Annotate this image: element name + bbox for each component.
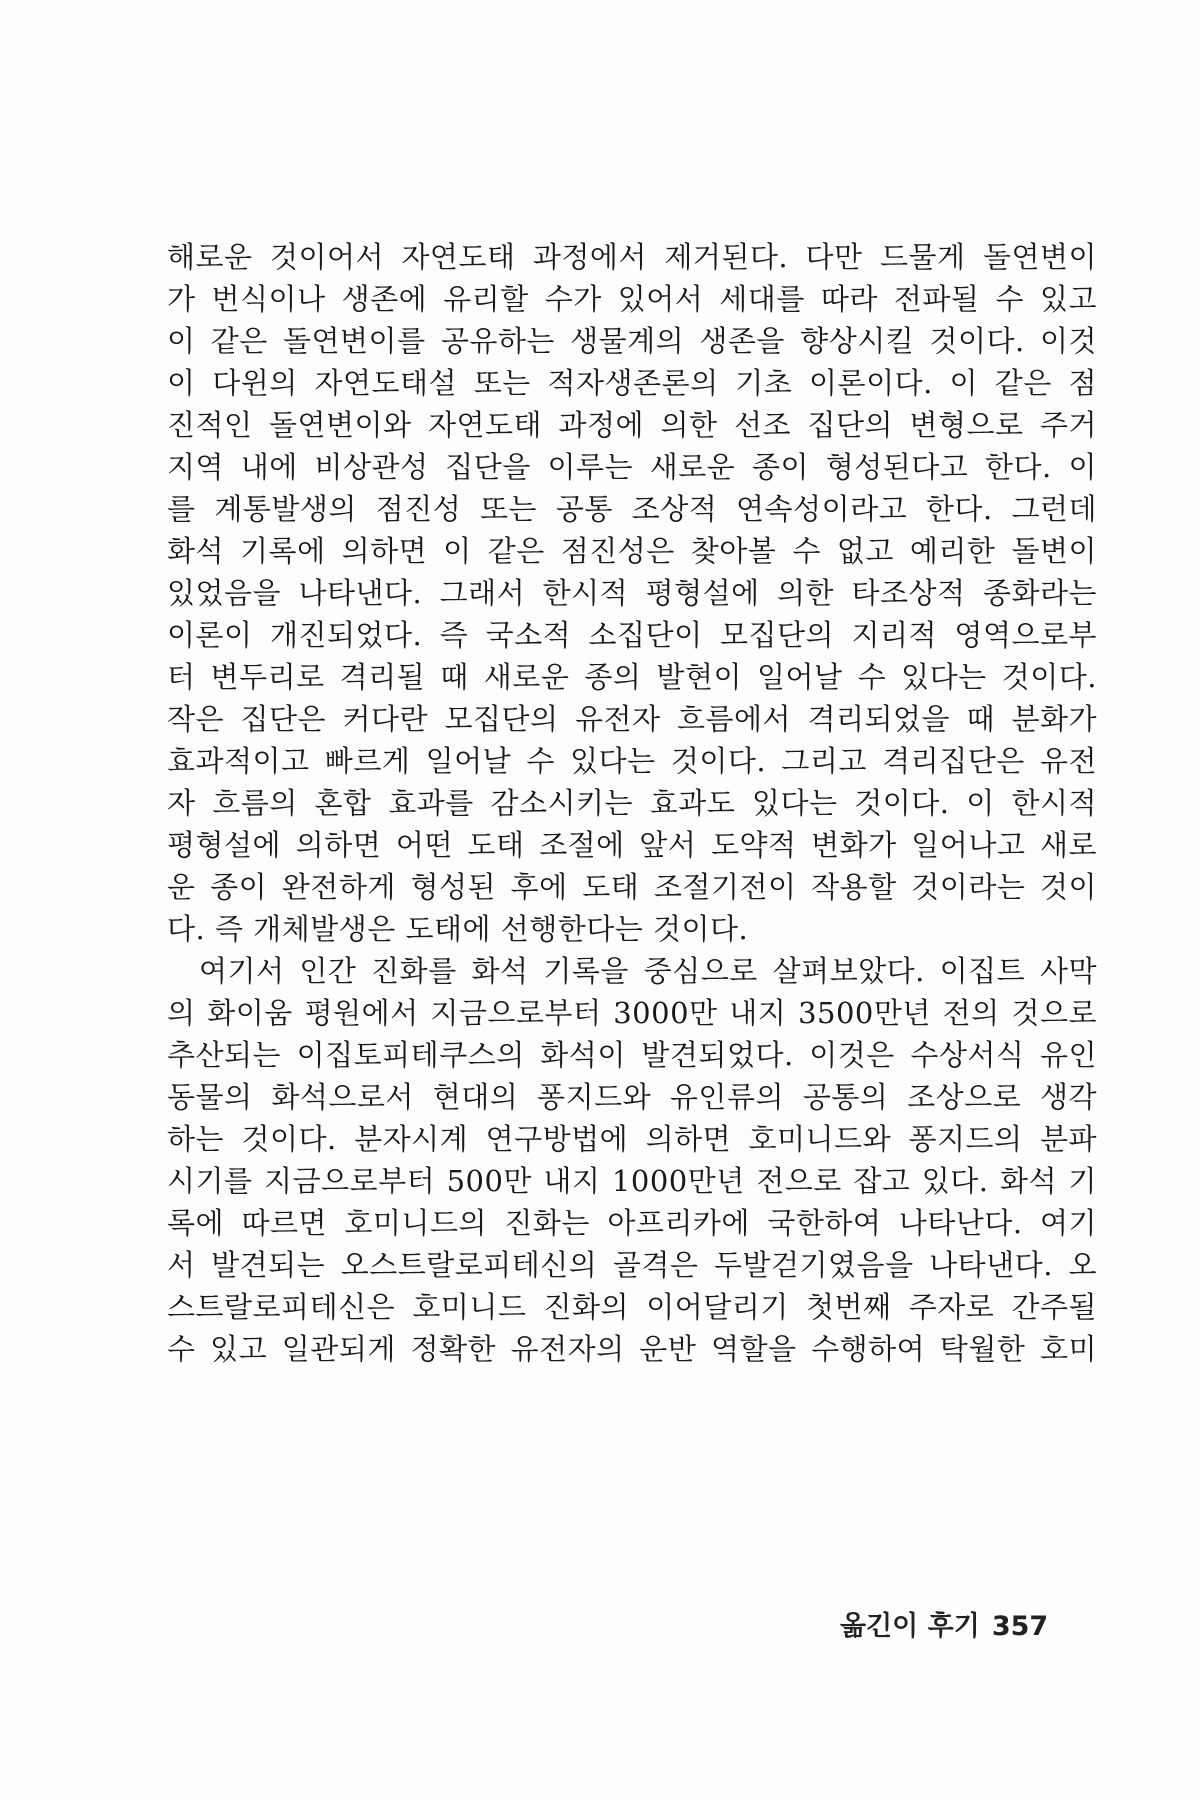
text-line: 시기를 지금으로부터 500만 내지 1000만년 전으로 잡고 있다. 화석 기: [167, 1164, 1097, 1198]
text-line: 자 흐름의 혼합 효과를 감소시키는 효과도 있다는 것이다. 이 한시적: [167, 786, 1097, 820]
text-line: 이론이 개진되었다. 즉 국소적 소집단이 모집단의 지리적 영역으로부: [167, 618, 1097, 652]
text-line: 터 변두리로 격리될 때 새로운 종의 발현이 일어날 수 있다는 것이다.: [167, 660, 1097, 694]
text-line: 평형설에 의하면 어떤 도태 조절에 앞서 도약적 변화가 일어나고 새로: [167, 828, 1097, 862]
text-line: 진적인 돌연변이와 자연도태 과정에 의한 선조 집단의 변형으로 주거: [167, 408, 1097, 442]
text-line: 이 같은 돌연변이를 공유하는 생물계의 생존을 향상시킬 것이다. 이것: [167, 324, 1097, 358]
text-line: 의 화이움 평원에서 지금으로부터 3000만 내지 3500만년 전의 것으로: [167, 996, 1097, 1030]
paragraph-1: [167, 236, 1097, 950]
text-line: 다. 즉 개체발생은 도태에 선행한다는 것이다.: [167, 912, 749, 946]
text-line: 록에 따르면 호미니드의 진화는 아프리카에 국한하여 나타난다. 여기: [167, 1206, 1097, 1240]
text-line: 화석 기록에 의하면 이 같은 점진성은 찾아볼 수 없고 예리한 돌변이: [167, 534, 1097, 568]
text-line: 하는 것이다. 분자시계 연구방법에 의하면 호미니드와 퐁지드의 분파: [167, 1122, 1097, 1156]
text-line: 있었음을 나타낸다. 그래서 한시적 평형설에 의한 타조상적 종화라는: [167, 576, 1097, 610]
text-line: 가 번식이나 생존에 유리할 수가 있어서 세대를 따라 전파될 수 있고: [167, 282, 1097, 316]
text-line: 효과적이고 빠르게 일어날 수 있다는 것이다. 그리고 격리집단은 유전: [167, 744, 1097, 778]
page-footer: [840, 1604, 1048, 1643]
text-line: 스트랄로피테신은 호미니드 진화의 이어달리기 첫번째 주자로 간주될: [167, 1290, 1097, 1324]
text-line: 동물의 화석으로서 현대의 퐁지드와 유인류의 공통의 조상으로 생각: [167, 1080, 1097, 1114]
text-line: 작은 집단은 커다란 모집단의 유전자 흐름에서 격리되었을 때 분화가: [167, 702, 1097, 736]
text-line: 지역 내에 비상관성 집단을 이루는 새로운 종이 형성된다고 한다. 이: [167, 450, 1097, 484]
text-line: 해로운 것이어서 자연도태 과정에서 제거된다. 다만 드물게 돌연변이: [167, 240, 1097, 274]
page-number: 357: [991, 1611, 1049, 1642]
text-line: 여기서 인간 진화를 화석 기록을 중심으로 살펴보았다. 이집트 사막: [199, 954, 1097, 988]
running-title: 옮긴이 후기: [840, 1611, 980, 1642]
text-line: 를 계통발생의 점진성 또는 공통 조상적 연속성이라고 한다. 그런데: [167, 492, 1097, 526]
paragraph-2: [167, 950, 1097, 1370]
body-text: [167, 236, 1097, 1370]
text-line: 수 있고 일관되게 정확한 유전자의 운반 역할을 수행하여 탁월한 호미: [167, 1332, 1097, 1366]
text-line: 운 종이 완전하게 형성된 후에 도태 조절기전이 작용할 것이라는 것이: [167, 870, 1097, 904]
text-line: 이 다윈의 자연도태설 또는 적자생존론의 기초 이론이다. 이 같은 점: [167, 366, 1097, 400]
text-line: 추산되는 이집토피테쿠스의 화석이 발견되었다. 이것은 수상서식 유인: [167, 1038, 1097, 1072]
text-line: 서 발견되는 오스트랄로피테신의 골격은 두발걷기였음을 나타낸다. 오: [167, 1248, 1097, 1282]
